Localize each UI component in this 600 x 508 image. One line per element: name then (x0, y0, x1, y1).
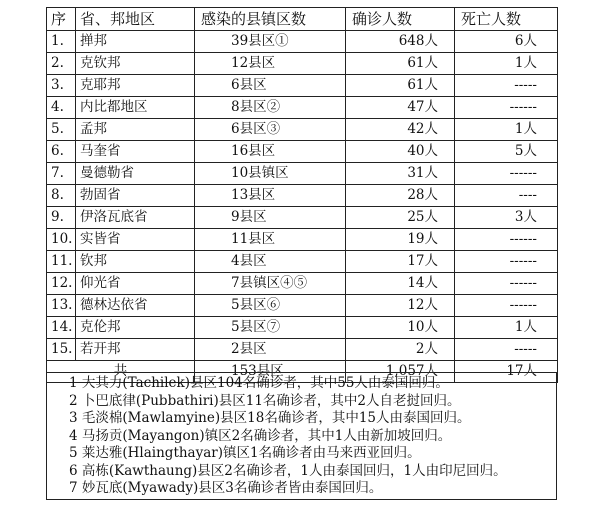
row-deaths: ------ (455, 229, 558, 251)
row-num: 12. (47, 273, 76, 295)
row-region: 内比都地区 (76, 97, 195, 119)
row-districts: 39县区① (195, 31, 346, 53)
row-confirmed: 19人 (346, 229, 455, 251)
row-num: 15. (47, 339, 76, 361)
row-deaths: 6人 (455, 31, 558, 53)
row-confirmed: 40人 (346, 141, 455, 163)
table-row (47, 163, 558, 185)
row-deaths: ------ (455, 97, 558, 119)
header-confirmed: 确诊人数 (346, 8, 455, 31)
row-region: 德林达依省 (76, 295, 195, 317)
row-num: 13. (47, 295, 76, 317)
footnote: 3 毛淡棉(Mawlamyine)县区18名确诊者，其中15人由泰国回归。 (69, 410, 471, 426)
table-row (47, 31, 558, 53)
row-region: 掸邦 (76, 31, 195, 53)
row-districts: 10县镇区 (195, 163, 346, 185)
table-row (47, 97, 558, 119)
row-deaths: 1人 (455, 317, 558, 339)
footnotes (46, 372, 557, 500)
row-deaths: ------ (455, 295, 558, 317)
row-confirmed: 12人 (346, 295, 455, 317)
row-confirmed: 61人 (346, 53, 455, 75)
row-deaths: 3人 (455, 207, 558, 229)
total-districts: 153县区 (195, 361, 346, 383)
row-districts: 11县区 (195, 229, 346, 251)
row-deaths: ----- (455, 75, 558, 97)
row-districts: 16县区 (195, 141, 346, 163)
row-deaths: 1人 (455, 119, 558, 141)
row-deaths: ------ (455, 163, 558, 185)
header-num: 序 (47, 8, 76, 31)
row-districts: 6县区 (195, 75, 346, 97)
footnote: 6 高栋(Kawthaung)县区2名确诊者，1人由泰国回归，1人由印尼回归。 (69, 462, 507, 479)
row-num: 2. (47, 53, 76, 75)
footnote: 1 大其力(Tachilek)县区104名确诊者，其中55人由泰国回归。 (69, 375, 449, 391)
footnote: 2 卜巴底律(Pubbathiri)县区11名确诊者，其中2人自老挝回归。 (69, 392, 461, 409)
header-deaths: 死亡人数 (455, 8, 558, 31)
row-deaths: ------ (455, 273, 558, 295)
row-confirmed: 28人 (346, 185, 455, 207)
row-num: 10. (47, 229, 76, 251)
row-confirmed: 648人 (346, 31, 455, 53)
row-region: 勃固省 (76, 185, 195, 207)
row-region: 钦邦 (76, 251, 195, 273)
header-districts: 感染的县镇区数 (195, 8, 346, 31)
row-confirmed: 14人 (346, 273, 455, 295)
row-districts: 8县区② (195, 97, 346, 119)
row-num: 4. (47, 97, 76, 119)
table-row (47, 251, 558, 273)
row-deaths: ----- (455, 339, 558, 361)
row-region: 实皆省 (76, 229, 195, 251)
row-num: 8. (47, 185, 76, 207)
row-districts: 5县区⑦ (195, 317, 346, 339)
row-region: 马奎省 (76, 141, 195, 163)
total-label: 共 (47, 361, 195, 383)
table-header-row (47, 8, 558, 31)
row-num: 3. (47, 75, 76, 97)
header-region: 省、邦地区 (76, 8, 195, 31)
row-districts: 6县区③ (195, 119, 346, 141)
table-row (47, 119, 558, 141)
row-deaths: 5人 (455, 141, 558, 163)
table-row (47, 75, 558, 97)
row-region: 曼德勒省 (76, 163, 195, 185)
row-confirmed: 47人 (346, 97, 455, 119)
row-num: 7. (47, 163, 76, 185)
row-districts: 4县区 (195, 251, 346, 273)
row-num: 11. (47, 251, 76, 273)
table-row (47, 141, 558, 163)
table-row (47, 339, 558, 361)
row-num: 14. (47, 317, 76, 339)
row-confirmed: 61人 (346, 75, 455, 97)
row-districts: 5县区⑥ (195, 295, 346, 317)
row-confirmed: 10人 (346, 317, 455, 339)
row-deaths: ------ (455, 251, 558, 273)
row-region: 仰光省 (76, 273, 195, 295)
table-row (47, 317, 558, 339)
table-row (47, 53, 558, 75)
row-deaths: ---- (455, 185, 558, 207)
row-confirmed: 31人 (346, 163, 455, 185)
table-row (47, 273, 558, 295)
table-row (47, 185, 558, 207)
footnote: 5 莱达雅(Hlaingthayar)镇区1名确诊者由马来西亚回归。 (69, 445, 421, 461)
table-row (47, 295, 558, 317)
row-districts: 9县区 (195, 207, 346, 229)
table-row (47, 229, 558, 251)
row-region: 克伦邦 (76, 317, 195, 339)
row-confirmed: 17人 (346, 251, 455, 273)
row-region: 伊洛瓦底省 (76, 207, 195, 229)
footnote: 7 妙瓦底(Myawady)县区3名确诊者皆由泰国回归。 (69, 480, 383, 496)
row-num: 9. (47, 207, 76, 229)
row-num: 1. (47, 31, 76, 53)
total-deaths: 17人 (455, 361, 558, 383)
row-region: 若开邦 (76, 339, 195, 361)
row-districts: 12县区 (195, 53, 346, 75)
footnote: 4 马扬贡(Mayangon)镇区2名确诊者，其中1人由新加坡回归。 (69, 427, 452, 444)
row-num: 6. (47, 141, 76, 163)
row-region: 克钦邦 (76, 53, 195, 75)
covid-cases-table (46, 7, 558, 383)
table-row (47, 207, 558, 229)
row-districts: 2县区 (195, 339, 346, 361)
row-num: 5. (47, 119, 76, 141)
row-region: 克耶邦 (76, 75, 195, 97)
row-confirmed: 42人 (346, 119, 455, 141)
row-confirmed: 2人 (346, 339, 455, 361)
row-districts: 13县区 (195, 185, 346, 207)
row-districts: 7县镇区④⑤ (195, 273, 346, 295)
row-deaths: 1人 (455, 53, 558, 75)
total-confirmed: 1,057人 (346, 361, 455, 383)
row-confirmed: 25人 (346, 207, 455, 229)
row-region: 孟邦 (76, 119, 195, 141)
